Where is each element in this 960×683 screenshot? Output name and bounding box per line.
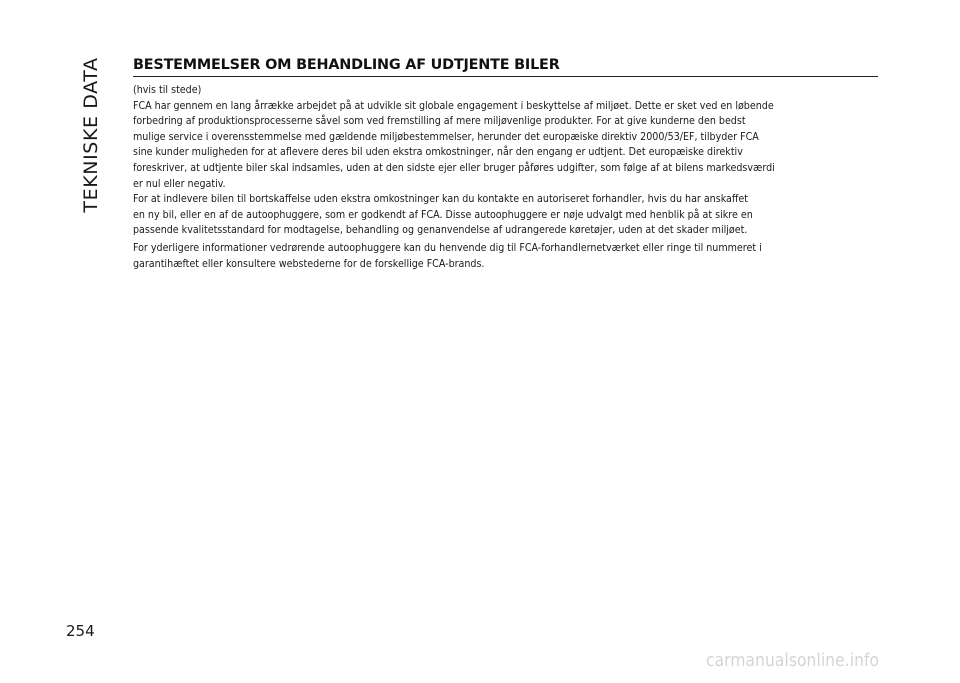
text-line: FCA har gennem en lang årrække arbejdet på at udvikle sit globale engagement i beskyttelse af miljøet. Dette er sket ved en løbende <box>133 99 774 112</box>
article-body <box>133 83 878 272</box>
article-heading: BESTEMMELSER OM BEHANDLING AF UDTJENTE BILER <box>133 57 878 77</box>
text-line: mulige service i overensstemmelse med gældende miljøbestemmelser, herunder det europæiske direktiv 2000/53/EF, tilbyder FCA <box>133 130 759 143</box>
text-line: sine kunder muligheden for at aflevere deres bil uden ekstra omkostninger, når den engang er udtjent. Det europæiske direktiv <box>133 146 743 159</box>
text-line: For at indlevere bilen til bortskaffelse uden ekstra omkostninger kan du kontakte en autoriseret forhandler, hvis du har anskaffet <box>133 193 749 206</box>
text-line: foreskriver, at udtjente biler skal indsamles, uden at den sidste ejer eller bruger påføres udgifter, som følge af at bilens markedsværdi <box>133 161 775 174</box>
text-line: (hvis til stede) <box>133 84 202 96</box>
text-line: er nul eller negativ. <box>133 177 226 190</box>
text-line: en ny bil, eller en af de autoophuggere, som er godkendt af FCA. Disse autoophuggere er nøje udvalgt med henblik på at sikre en <box>133 208 753 221</box>
page-number: 254 <box>66 622 95 640</box>
text-line: garantihæftet eller konsultere webstederne for de forskellige FCA-brands. <box>133 257 485 270</box>
text-line: passende kvalitetsstandard for modtagelse, behandling og genanvendelse af udrangerede køretøjer, uden at det skader miljøet. <box>133 224 748 237</box>
watermark: carmanualsonline.info <box>706 650 880 671</box>
section-side-title <box>78 57 104 213</box>
article <box>133 57 878 272</box>
text-line: For yderligere informationer vedrørende autoophuggere kan du henvende dig til FCA-forhandlernetværket eller ringe til nummeret i <box>133 241 762 254</box>
section-title-text: TEKNISKE DATA <box>80 57 102 213</box>
text-line: forbedring af produktionsprocesserne såvel som ved fremstilling af mere miljøvenlige produkter. For at give kunderne den bedst <box>133 115 746 128</box>
